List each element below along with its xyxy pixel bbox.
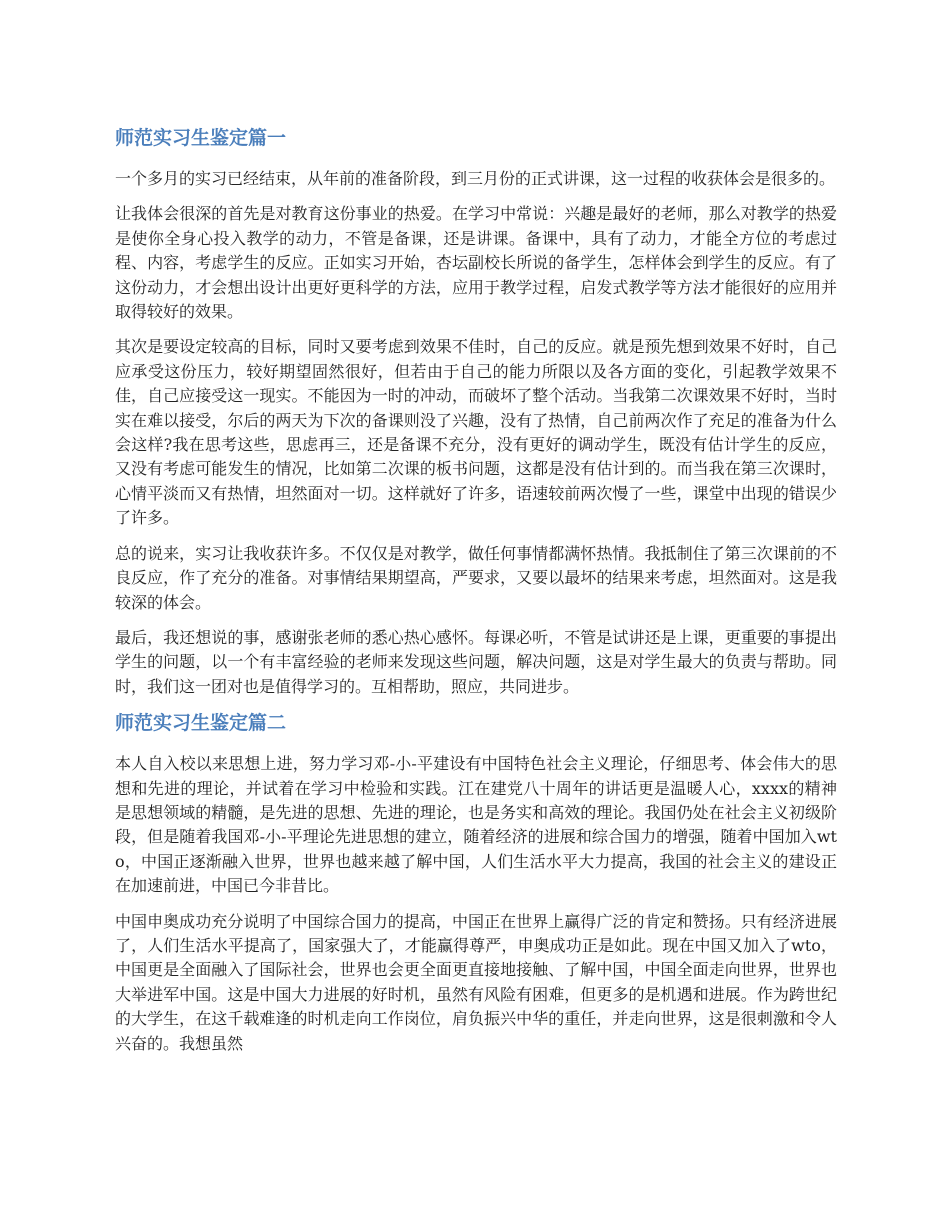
document-body bbox=[115, 125, 837, 1067]
paragraph: 中国申奥成功充分说明了中国综合国力的提高，中国正在世界上赢得广泛的肯定和赞扬。只有经济进展了，人们生活水平提高了，国家强大了，才能赢得尊严，申奥成功正是如此。现在中国又加入了wto，中国更是全面融入了国际社会，世界也会更全面更直接地接触、了解中国，中国全面走向世界，世界也大举进军中国。这是中国大力进展的好时机，虽然有风险有困难，但更多的是机遇和进展。作为跨世纪的大学生，在这千载难逢的时机走向工作岗位，肩负振兴中华的重任，并走向世界，这是很刺激和令人兴奋的。我想虽然 bbox=[115, 911, 837, 1053]
section-title: 师范实习生鉴定篇二 bbox=[115, 712, 287, 735]
paragraph: 最后，我还想说的事，感谢张老师的悉心热心感怀。每课必听，不管是试讲还是上课，更重要的事提出学生的问题，以一个有丰富经验的老师来发现这些问题，解决问题，这是对学生最大的负责与帮助。同时，我们这一团对也是值得学习的。互相帮助，照应，共同进步。 bbox=[115, 627, 837, 696]
paragraph: 总的说来，实习让我收获许多。不仅仅是对教学，做任何事情都满怀热情。我抵制住了第三次课前的不良反应，作了充分的准备。对事情结果期望高，严要求，又要以最坏的结果来考虑，坦然面对。这是我较深的体会。 bbox=[115, 543, 837, 612]
paragraph: 本人自入校以来思想上进，努力学习邓-小-平建设有中国特色社会主义理论，仔细思考、体会伟大的思想和先进的理论，并试着在学习中检验和实践。江在建党八十周年的讲话更是温暖人心，xxxx的精神是思想领域的精髓，是先进的思想、先进的理论，也是务实和高效的理论。我国仍处在社会主义初级阶段，但是随着我国邓-小-平理论先进思想的建立，随着经济的进展和综合国力的增强，随着中国加入wto，中国正逐渐融入世界，世界也越来越了解中国，人们生活水平大力提高，我国的社会主义的建设正在加速前进，中国已今非昔比。 bbox=[115, 754, 837, 896]
paragraph: 让我体会很深的首先是对教育这份事业的热爱。在学习中常说：兴趣是最好的老师，那么对教学的热爱是使你全身心投入教学的动力，不管是备课，还是讲课。备课中，具有了动力，才能全方位的考虑过程、内容，考虑学生的反应。正如实习开始，杏坛副校长所说的备学生，怎样体会到学生的反应。有了这份动力，才会想出设计出更好更科学的方法，应用于教学过程，启发式教学等方法才能很好的应用并取得较好的效果。 bbox=[115, 204, 837, 322]
section-1 bbox=[115, 125, 837, 699]
section-2 bbox=[115, 710, 837, 1056]
paragraph: 一个多月的实习已经结束，从年前的准备阶段，到三月份的正式讲课，这一过程的收获体会是很多的。 bbox=[115, 169, 836, 188]
paragraph: 其次是要设定较高的目标，同时又要考虑到效果不佳时，自己的反应。就是预先想到效果不好时，自己应承受这份压力，较好期望固然很好，但若由于自己的能力所限以及各方面的变化，引起教学效果不佳，自己应接受这一现实。不能因为一时的冲动，而破坏了整个活动。当我第二次课效果不好时，当时实在难以接受，尔后的两天为下次的备课则没了兴趣，没有了热情，自己前两次作了充足的准备为什么会这样?我在思考这些，思虑再三，还是备课不充分，没有更好的调动学生，既没有估计学生的反应，又没有考虑可能发生的情况，比如第二次课的板书问题，这都是没有估计到的。而当我在第三次课时，心情平淡而又有热情，坦然面对一切。这样就好了许多，语速较前两次慢了一些，课堂中出现的错误少了许多。 bbox=[115, 337, 837, 528]
section-title: 师范实习生鉴定篇一 bbox=[115, 127, 287, 149]
